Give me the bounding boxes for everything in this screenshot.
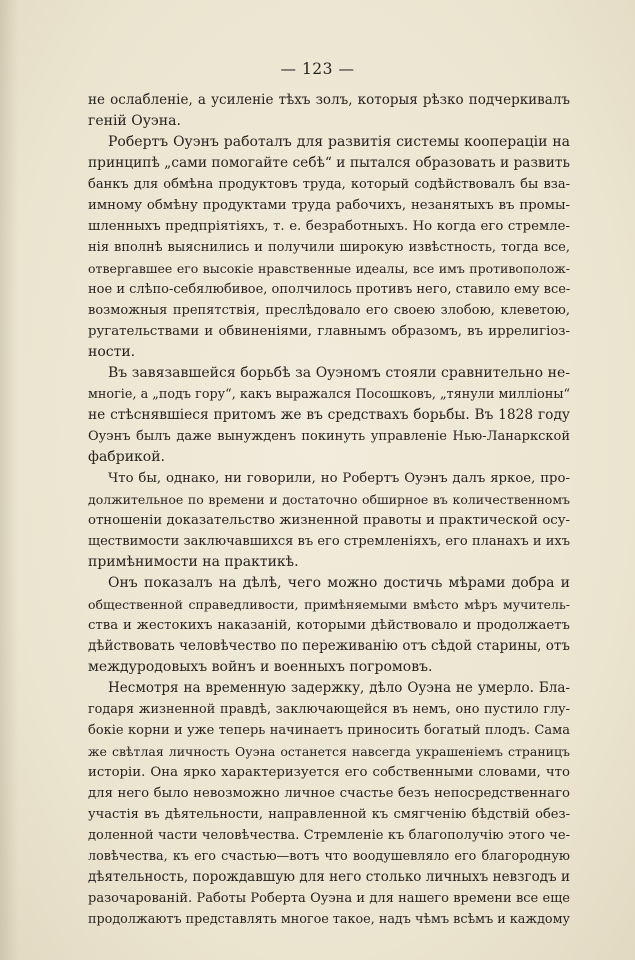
text-line: не стѣснявшіеся притомъ же въ средствахъ борьбы. Въ 1828 году — [88, 407, 570, 423]
text-line: отвергавшее его высокіе нравственные идеалы, все имъ противополож- — [88, 261, 570, 276]
text-line: нія вполнѣ выяснились и получили широкую извѣстность, тогда все, — [88, 240, 570, 255]
text-line: должительное по времени и достаточно обширное въ количественномъ — [88, 492, 570, 507]
text-line: дѣйствовать человѣчество по переживанію отъ сѣдой старины, отъ — [88, 638, 570, 654]
text-line: разочарованій. Работы Роберта Оуэна и для нашего времени все еще — [88, 891, 570, 906]
text-line: банкъ для обмѣна продуктовъ труда, который содѣйствовалъ бы вза- — [88, 177, 570, 192]
page-number: — 123 — — [280, 60, 355, 78]
text-line: ществимости заключавшихся въ его стремленіяхъ, его планахъ и ихъ — [88, 534, 570, 549]
text-line: участія въ дѣятельности, направленной къ смягченію бѣдствій обез- — [88, 807, 570, 822]
text-line: отношеніи доказательство жизненной правоты и практической осу- — [88, 513, 570, 528]
text-line: Робертъ Оуэнъ работалъ для развитія системы коопераціи на — [108, 134, 570, 150]
text-line: ругательствами и обвиненіями, главнымъ образомъ, въ иррелигіоз- — [88, 324, 570, 339]
text-line: ства и жестокихъ наказаній, которыми дѣйствовало и продолжаетъ — [88, 618, 570, 633]
text-line: принципѣ „сами помогайте себѣ“ и пытался образовать и развить — [88, 155, 570, 171]
body-text — [88, 90, 570, 930]
text-line: Въ завязавшейся борьбѣ за Оуэномъ стояли сравнительно не- — [108, 365, 570, 381]
text-line: шленныхъ предпріятіяхъ, т. е. безработныхъ. Но когда его стремле- — [88, 219, 570, 234]
text-line: ное и слѣпо-себялюбивое, ополчилось противъ него, ставило ему все- — [88, 282, 571, 297]
text-line: возможныя препятствія, преслѣдовало его своею злобою, клеветою, — [88, 303, 570, 318]
text-line: Онъ показалъ на дѣлѣ, чего можно достичь мѣрами добра и — [108, 575, 570, 591]
text-line: не ослабленіе, а усиленіе тѣхъ золъ, которыя рѣзко подчеркивалъ — [88, 92, 570, 108]
text-line: годаря жизненной правдѣ, заключающейся въ немъ, оно пустило глу- — [88, 702, 570, 717]
text-line: для него было невозможно личное счастье безъ непосредственнаго — [88, 786, 570, 801]
text-line: исторіи. Она ярко характеризуется его собственными словами, что — [88, 765, 570, 780]
text-line: дѣятельность, порождавшую для него столько личныхъ невзгодъ и — [88, 869, 570, 885]
text-line: продолжаютъ представлять многое такое, надъ чѣмъ всѣмъ и каждому — [88, 912, 571, 927]
text-line: доленной части человѣчества. Стремленіе къ благополучію этого че- — [88, 828, 570, 843]
text-line: общественной справедливости, примѣняемыми вмѣсто мѣръ мучитель- — [88, 597, 570, 612]
text-line: Оуэнъ былъ даже вынужденъ покинуть управленіе Нью-Ланаркской — [88, 429, 570, 444]
text-line: Что бы, однако, ни говорили, но Робертъ Оуэнъ далъ яркое, про- — [108, 471, 570, 486]
text-line: примѣнимости на практикѣ. — [88, 554, 299, 570]
text-line: бокіе корни и уже теперь начинаетъ приносить богатый плодъ. Сама — [88, 723, 570, 738]
text-line: междуродовыхъ войнъ и военныхъ погромовъ. — [88, 659, 433, 675]
text-line: ности. — [88, 344, 136, 360]
text-line: фабрикой. — [88, 449, 165, 465]
text-line: имному обмѣну продуктами труда рабочихъ, незанятыхъ въ промы- — [88, 198, 570, 213]
text-line: же свѣтлая личность Оуэна останется навсегда украшеніемъ страницъ — [88, 744, 570, 759]
text-line: геній Оуэна. — [88, 113, 181, 129]
binding-shadow — [0, 0, 18, 960]
text-line: Несмотря на временную задержку, дѣло Оуэна не умерло. Бла- — [108, 680, 570, 696]
text-line: ловѣчества, къ его счастью—вотъ что воодушевляло его благородную — [88, 849, 570, 864]
text-line: многіе, а „подъ гору“, какъ выражался Посошковъ, „тянули милліоны“ — [88, 387, 570, 402]
